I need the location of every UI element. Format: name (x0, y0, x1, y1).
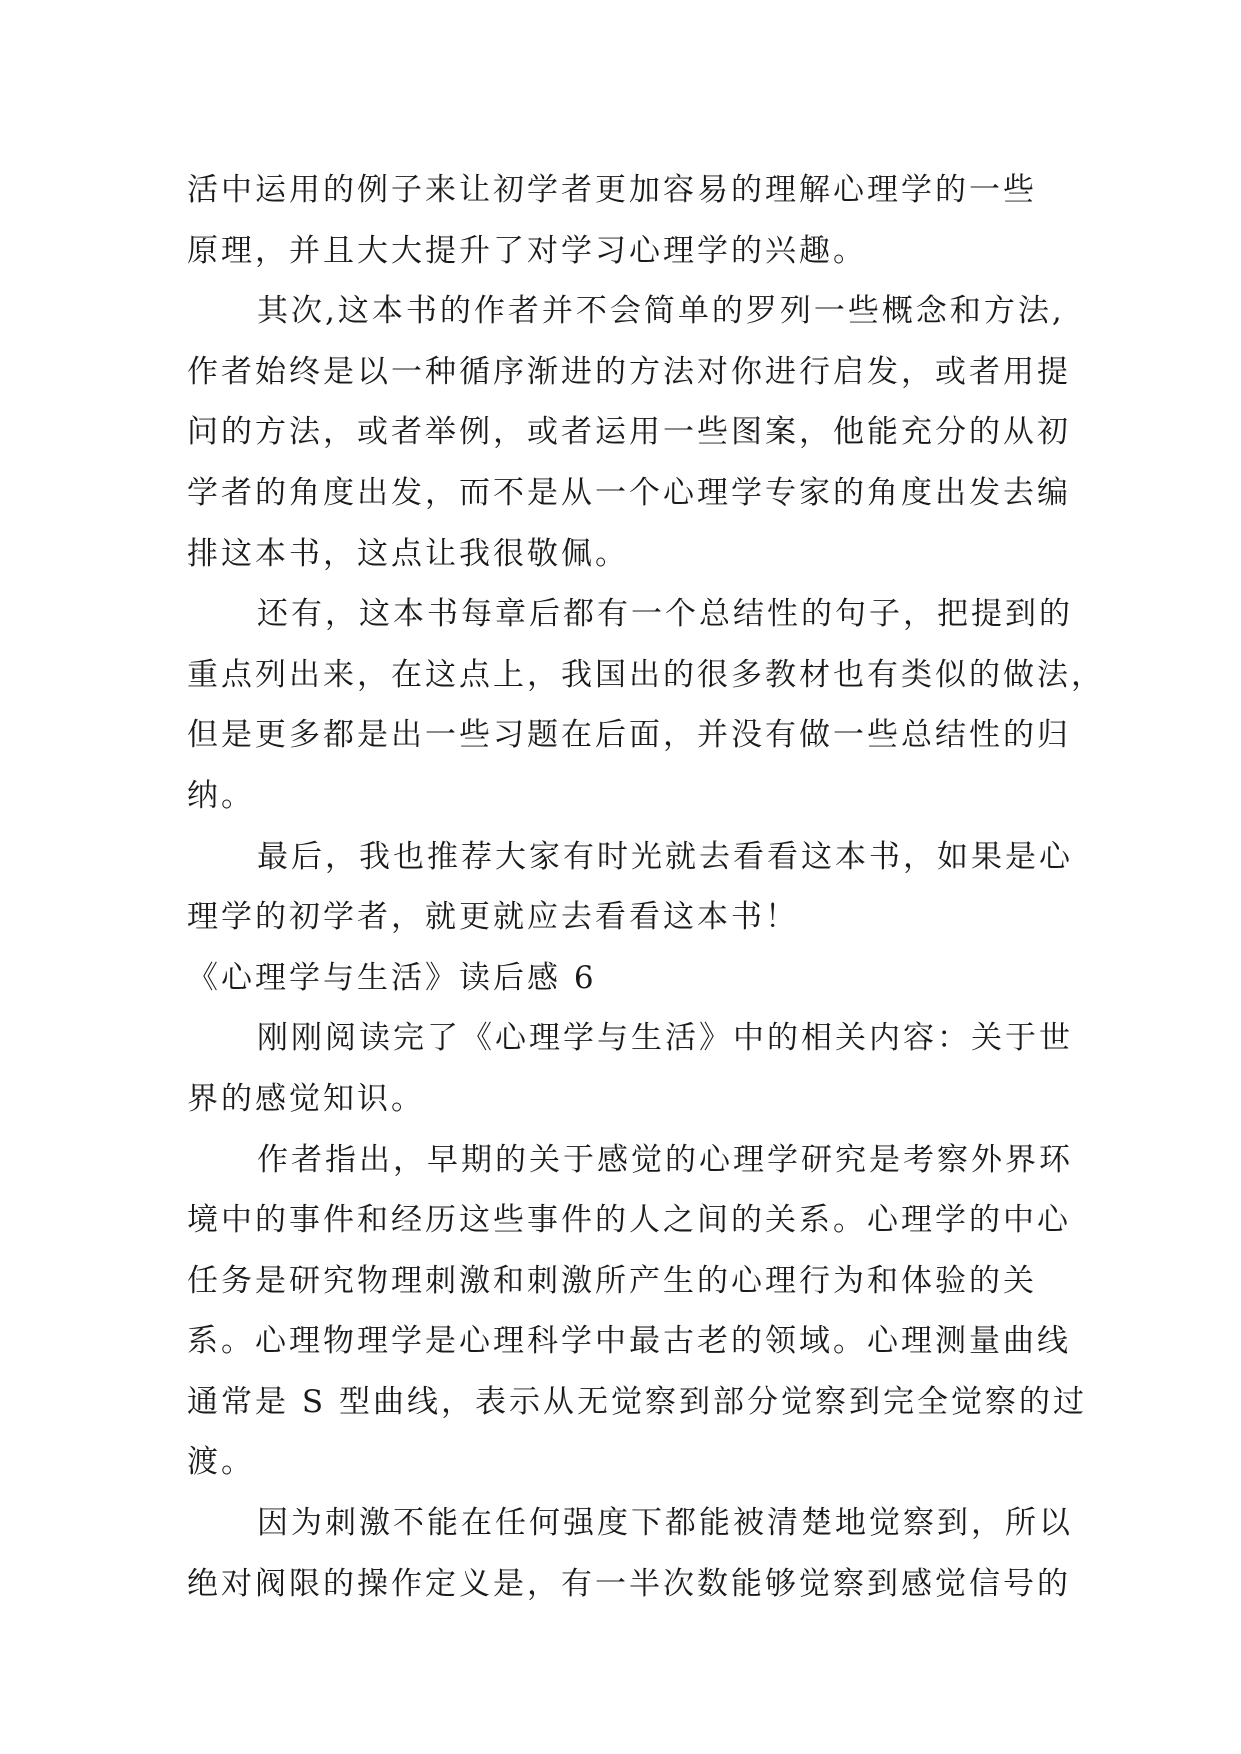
paragraph-first-line: 刚刚阅读完了《心理学与生活》中的相关内容：关于世 (257, 1020, 1073, 1057)
text-line: 任务是研究物理刺激和刺激所产生的心理行为和体验的关 (187, 1262, 1037, 1299)
paragraph-first-line: 还有，这本书每章后都有一个总结性的句子，把提到的 (257, 596, 1073, 633)
text-line: 活中运用的例子来让初学者更加容易的理解心理学的一些 (187, 172, 1037, 208)
text-line: 问的方法，或者举例，或者运用一些图案，他能充分的从初 (187, 414, 1071, 451)
text-line: 《心理学与生活》读后感 6 (187, 959, 597, 996)
paragraph-first-line: 最后，我也推荐大家有时光就去看看这本书，如果是心 (257, 838, 1073, 875)
paragraph-first-line: 其次,这本书的作者并不会简单的罗列一些概念和方法, (257, 293, 1065, 330)
body-text (187, 160, 1105, 1614)
text-line: 通常是 S 型曲线，表示从无觉察到部分觉察到完全觉察的过 (187, 1383, 1087, 1420)
text-line: 界的感觉知识。 (187, 1080, 425, 1117)
text-line: 境中的事件和经历这些事件的人之间的关系。心理学的中心 (187, 1202, 1071, 1239)
text-line: 绝对阀限的操作定义是，有一半次数能够觉察到感觉信号的 (187, 1565, 1071, 1602)
paragraph-first-line: 因为刺激不能在任何强度下都能被清楚地觉察到，所以 (257, 1505, 1073, 1542)
paragraph-first-line: 作者指出，早期的关于感觉的心理学研究是考察外界环 (257, 1141, 1073, 1178)
text-line: 但是更多都是出一些习题在后面，并没有做一些总结性的归 (187, 717, 1071, 754)
text-line: 学者的角度出发，而不是从一个心理学专家的角度出发去编 (187, 474, 1071, 511)
text-line: 排这本书，这点让我很敬佩。 (187, 535, 629, 572)
text-line: 系。心理物理学是心理科学中最古老的领域。心理测量曲线 (187, 1323, 1071, 1360)
text-line: 重点列出来，在这点上，我国出的很多教材也有类似的做法， (187, 656, 1105, 693)
text-line: 渡。 (187, 1444, 255, 1481)
text-line: 理学的初学者，就更就应去看看这本书！ (187, 899, 799, 936)
text-line: 原理，并且大大提升了对学习心理学的兴趣。 (187, 232, 867, 269)
text-line: 纳。 (187, 777, 255, 814)
text-line: 作者始终是以一种循序渐进的方法对你进行启发，或者用提 (187, 353, 1071, 390)
